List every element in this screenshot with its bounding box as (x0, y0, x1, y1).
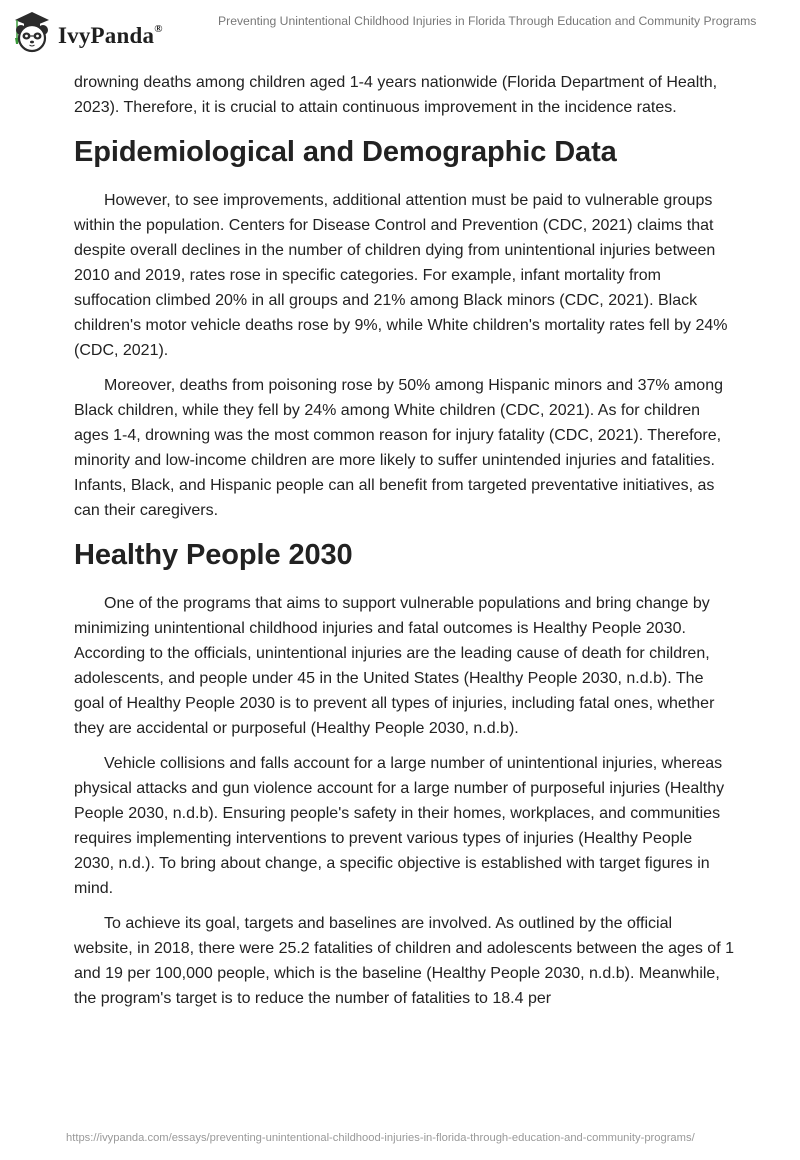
source-url[interactable]: https://ivypanda.com/essays/preventing-unintentional-childhood-injuries-in-florida-through-education-and-community-programs/ (66, 1132, 695, 1144)
paragraph: One of the programs that aims to support vulnerable populations and bring change by minimizing unintentional childhood injuries and fatal outcomes is Healthy People 2030. According to the officials, unintentional injuries are the leading cause of death for children, adolescents, and people under 45 in the United States (Healthy People 2030, n.d.b). The goal of Healthy People 2030 is to prevent all types of injuries, including fatal ones, whether they are accidental or purposeful (Healthy People 2030, n.d.b). (74, 595, 715, 737)
section-heading-healthy-people: Healthy People 2030 (74, 539, 353, 571)
section-heading-epidemiological: Epidemiological and Demographic Data (74, 136, 617, 168)
paragraph: However, to see improvements, additional attention must be paid to vulnerable groups within the population. Centers for Disease Control and Prevention (CDC, 2021) claims that despite overall declines in the number of children dying from unintentional injuries between 2010 and 2019, rates rose in specific categories. For example, infant mortality from suffocation climbed 20% in all groups and 21% among Black minors (CDC, 2021). Black children's motor vehicle deaths rose by 9%, while White children's mortality rates fell by 24% (CDC, 2021). (74, 192, 728, 359)
panda-graduate-icon (12, 8, 52, 54)
brand-name: IvyPanda® (58, 23, 163, 48)
paragraph: Moreover, deaths from poisoning rose by 50% among Hispanic minors and 37% among Black children, while they fell by 24% among White children (CDC, 2021). As for children ages 1-4, drowning was the most common reason for injury fatality (CDC, 2021). Therefore, minority and low-income children are more likely to suffer unintended injuries and fatalities. Infants, Black, and Hispanic people can all benefit from targeted preventative initiatives, as can their caregivers. (74, 377, 723, 519)
page-header (0, 0, 800, 60)
paragraph: Vehicle collisions and falls account for a large number of unintentional injuries, whereas physical attacks and gun violence account for a large number of purposeful injuries (Healthy People 2030, n.d.b). Ensuring people's safety in their homes, workplaces, and communities requires implementing interventions to prevent various types of injuries (Healthy People 2030, n.d.). To bring about change, a specific objective is established with target figures in mind. (74, 755, 725, 897)
paragraph: To achieve its goal, targets and baselines are involved. As outlined by the official website, in 2018, there were 25.2 fatalities of children and adolescents between the ages of 1 and 19 per 100,000 people, which is the baseline (Healthy People 2030, n.d.b). Meanwhile, the program's target is to reduce the number of fatalities to 18.4 per (74, 915, 734, 1007)
article-body (74, 70, 734, 1021)
intro-paragraph: drowning deaths among children aged 1-4 years nationwide (Florida Department of Health, 2023). Therefore, it is crucial to attain continuous improvement in the incidence rates. (74, 74, 718, 116)
ivypanda-logo[interactable] (12, 8, 163, 54)
document-title: Preventing Unintentional Childhood Injuries in Florida Through Education and Community Programs (218, 14, 757, 28)
